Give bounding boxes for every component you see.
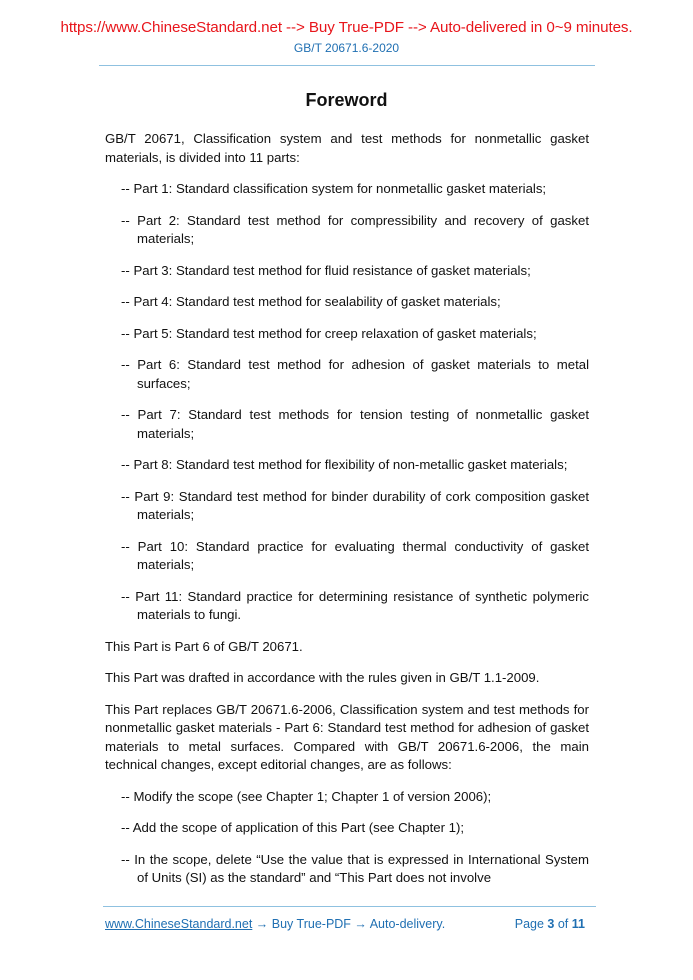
page-title: Foreword bbox=[305, 90, 388, 110]
page-current: 3 bbox=[547, 917, 555, 931]
part-list-item: -- Part 8: Standard test method for flexibility of non-metallic gasket materials; bbox=[121, 457, 568, 472]
part-list-item: -- Part 1: Standard classification system for nonmetallic gasket materials; bbox=[121, 181, 547, 196]
footer-site-link[interactable]: www.ChineseStandard.net bbox=[105, 917, 253, 931]
footer-divider bbox=[103, 906, 596, 907]
change-list-item: -- In the scope, delete “Use the value that is expressed in International System of Units (SI) as the standard” and “This Part does not involve bbox=[121, 851, 589, 885]
part-list-item: -- Part 11: Standard practice for determining resistance of synthetic polymeric materials to fungi. bbox=[121, 588, 589, 622]
purchase-banner[interactable]: https://www.ChineseStandard.net --> Buy True-PDF --> Auto-delivered in 0~9 minutes. bbox=[60, 19, 633, 36]
intro-paragraph: GB/T 20671, Classification system and test methods for nonmetallic gasket materials, is divided into 11 parts: bbox=[105, 131, 589, 165]
body-paragraph: This Part was drafted in accordance with the rules given in GB/T 1.1-2009. bbox=[105, 670, 540, 685]
part-list-item: -- Part 6: Standard test method for adhesion of gasket materials to metal surfaces; bbox=[121, 357, 589, 391]
footer-text: → Buy True-PDF → Auto-delivery. bbox=[252, 917, 446, 931]
body-paragraph: This Part replaces GB/T 20671.6-2006, Classification system and test methods for nonmetallic gasket materials - Part 6: Standard test method for adhesion of gasket materials to metal surfaces. Compared with GB/T 20671.6-2006, the main technical changes, except editorial changes, are as follows: bbox=[105, 701, 589, 772]
part-list-item: -- Part 2: Standard test method for compressibility and recovery of gasket materials; bbox=[121, 212, 589, 246]
standard-code: GB/T 20671.6-2020 bbox=[293, 41, 400, 55]
document-body bbox=[105, 130, 589, 901]
header-divider bbox=[99, 65, 595, 66]
part-list-item: -- Part 9: Standard test method for binder durability of cork composition gasket materials; bbox=[121, 488, 589, 522]
body-paragraph: This Part is Part 6 of GB/T 20671. bbox=[105, 638, 303, 654]
change-list-item: -- Add the scope of application of this Part (see Chapter 1); bbox=[121, 820, 465, 835]
part-list-item: -- Part 10: Standard practice for evaluating thermal conductivity of gasket materials; bbox=[121, 538, 589, 572]
change-list-item: -- Modify the scope (see Chapter 1; Chapter 1 of version 2006); bbox=[121, 788, 492, 804]
part-list-item: -- Part 7: Standard test methods for tension testing of nonmetallic gasket materials; bbox=[121, 407, 589, 441]
page-footer bbox=[105, 917, 585, 931]
part-list-item: -- Part 3: Standard test method for fluid resistance of gasket materials; bbox=[121, 262, 531, 278]
of-label: of bbox=[557, 917, 569, 931]
page-total: 11 bbox=[571, 917, 585, 931]
page-indicator bbox=[515, 917, 585, 931]
part-list-item: -- Part 4: Standard test method for sealability of gasket materials; bbox=[121, 294, 501, 309]
part-list-item: -- Part 5: Standard test method for creep relaxation of gasket materials; bbox=[121, 325, 537, 341]
page-label: Page bbox=[514, 917, 544, 931]
